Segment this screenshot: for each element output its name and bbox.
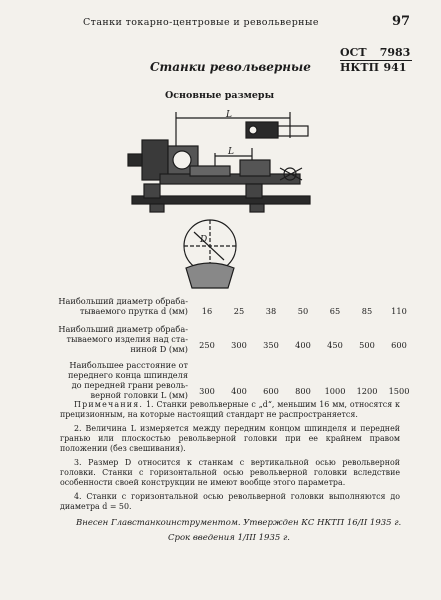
nktp-number: 941	[383, 61, 407, 74]
section-subtitle: Основные размеры	[165, 90, 275, 101]
table-cell: 16	[201, 306, 213, 316]
notes-heading: Примечания.	[74, 400, 144, 409]
ost-label: ОСТ	[340, 46, 378, 61]
notes-section	[60, 400, 400, 516]
table-cell: 300	[231, 340, 247, 350]
table-cell: 110	[391, 306, 407, 316]
document-title: Станки револьверные	[150, 60, 311, 74]
dimension-label-L-mid: L	[228, 147, 234, 157]
row-label: Наибольший диаметр обраба- тываемого изделия над ста- ниной D (мм)	[58, 324, 188, 354]
table-cell: 600	[391, 340, 407, 350]
row-label: Наибольший диаметр обраба- тываемого прутка d (мм)	[58, 296, 188, 316]
note-1: Примечания. 1. Станки револьверные с „d“, меньшим 16 мм, относятся к прецизионным, на которые настоящий стандарт не распространяется.	[60, 400, 400, 419]
table-cell: 25	[233, 306, 245, 316]
table-cell: 350	[263, 340, 279, 350]
table-cell: 600	[263, 386, 279, 396]
ost-number: 7983	[379, 46, 411, 59]
row-label: Наибольшее расстояние от переднего конца шпинделя до передней грани револь- верной головки L (мм)	[67, 360, 188, 400]
running-header: Станки токарно-центровые и револьверные	[83, 17, 319, 28]
table-cell: 400	[295, 340, 311, 350]
table-cell: 300	[199, 386, 215, 396]
dimension-label-L-top: L	[226, 110, 232, 120]
table-cell: 1200	[356, 386, 378, 396]
dimension-label-D: D	[200, 235, 208, 245]
standard-designation	[340, 46, 412, 75]
table-cell: 65	[329, 306, 341, 316]
table-cell: 1500	[388, 386, 410, 396]
nktp-label: НКТП	[340, 61, 379, 74]
table-cell: 38	[265, 306, 277, 316]
table-cell: 450	[327, 340, 343, 350]
table-cell: 1000	[324, 386, 346, 396]
lathe-drawing	[120, 108, 320, 293]
approval-line: Внесен Главстанкоинструментом. Утвержден КС НКТП 16/II 1935 г.	[76, 518, 402, 528]
table-cell: 500	[359, 340, 375, 350]
table-cell: 250	[199, 340, 215, 350]
table-cell: 85	[361, 306, 373, 316]
table-cell: 800	[295, 386, 311, 396]
table-cell: 400	[231, 386, 247, 396]
note-4: 4. Станки с горизонтальной осью револьверной головки выполняются до диаметра d = 50.	[60, 492, 400, 511]
effective-date-line: Срок введения 1/III 1935 г.	[168, 533, 290, 543]
note-3: 3. Размер D относится к станкам с вертикальной осью револьверной головки. Станки с горизонтальной осью револьверной головки вследствие особенности своей конструкции не имеют вообще этого параметра.	[60, 458, 400, 487]
note-2: 2. Величина L измеряется между передним концом шпинделя и передней гранью или плоскостью револьверной головки при ее крайнем правом положении (без свешивания).	[60, 424, 400, 453]
table-cell: 50	[297, 306, 309, 316]
page-number: 97	[392, 14, 411, 29]
